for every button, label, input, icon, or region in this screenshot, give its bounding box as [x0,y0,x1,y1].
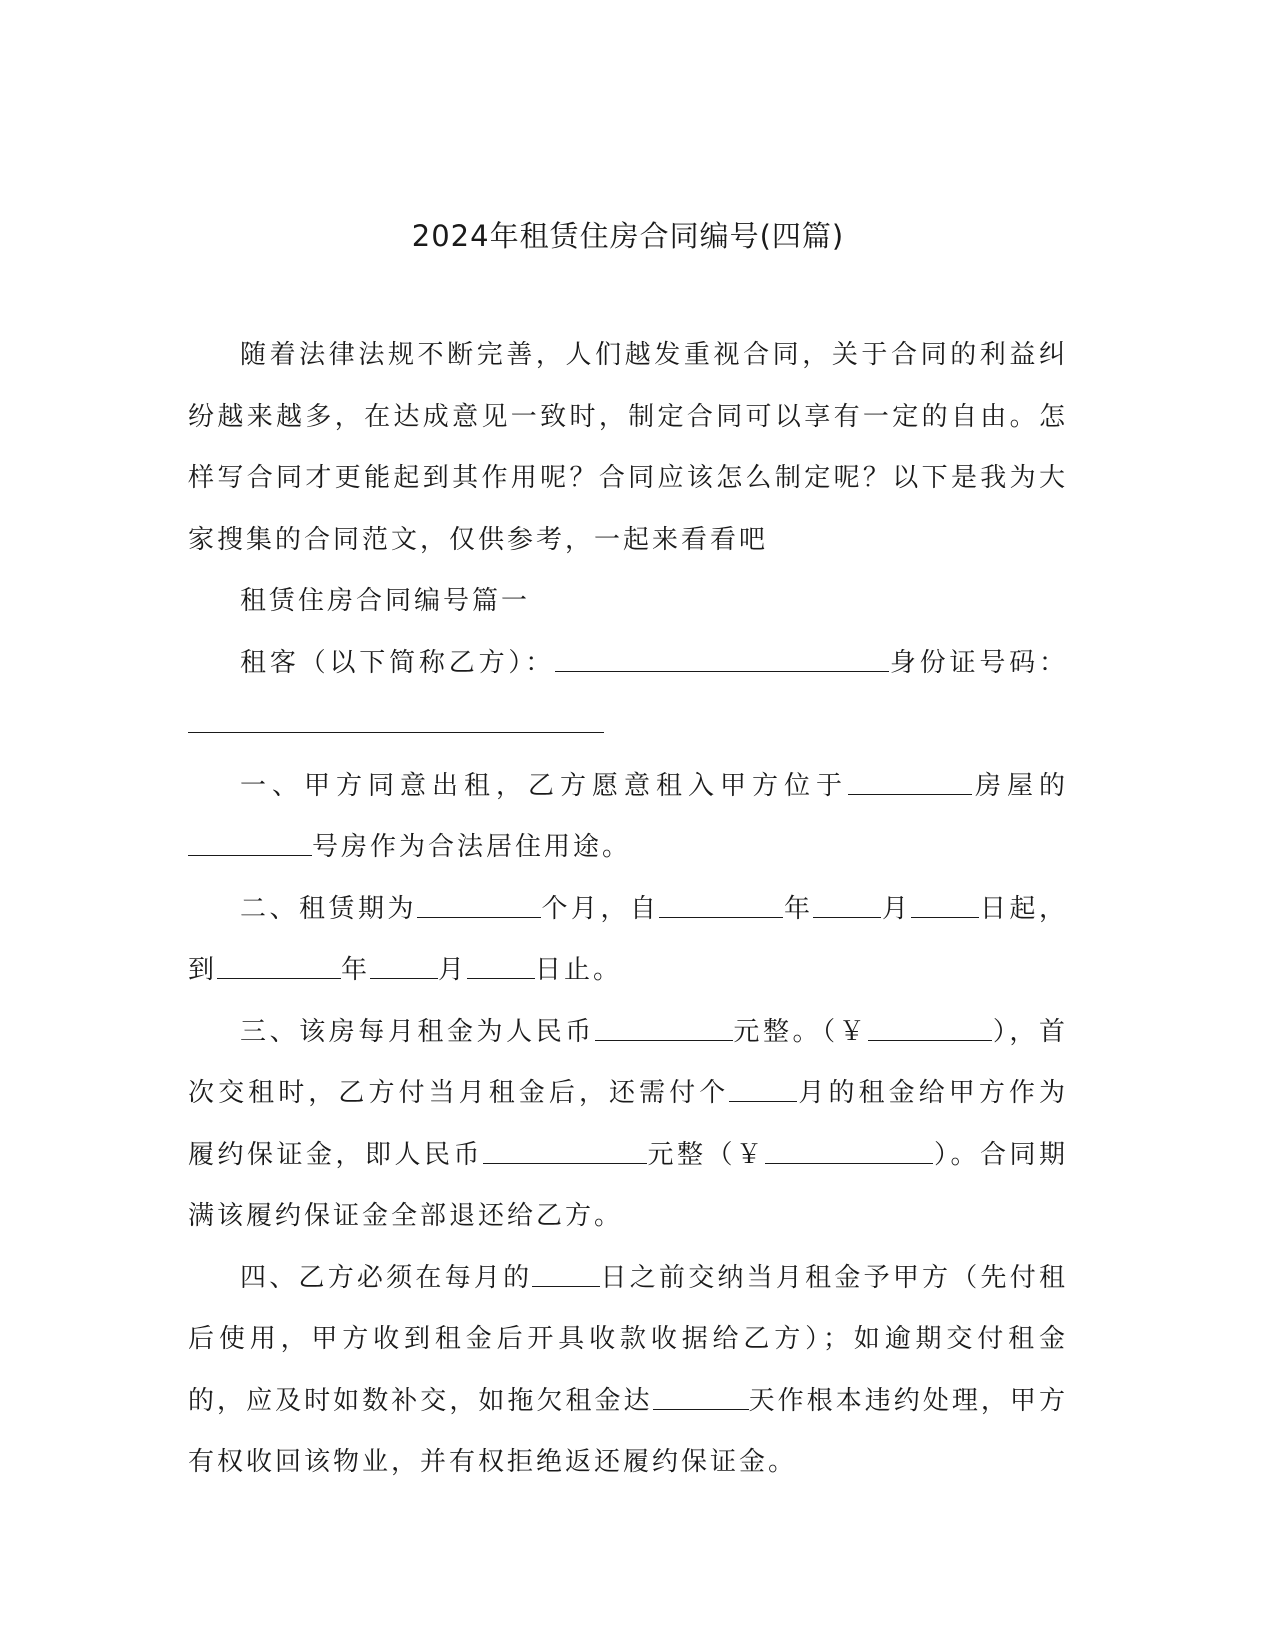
id-number-blank [188,706,604,733]
clause-2-text-a: 二、租赁期为 [240,893,417,924]
document-body [188,325,1068,1494]
clause-2-text-f: 年 [341,955,371,985]
location-blank [848,768,972,795]
start-month-blank [813,891,881,918]
clause-2-text-h: 日止。 [535,955,623,985]
end-month-blank [370,952,438,979]
tenant-paragraph [188,633,1068,756]
clause-4 [188,1248,1068,1494]
intro-paragraph: 随着法律法规不断完善，人们越发重视合同，关于合同的利益纠纷越来越多，在达成意见一致时，制定合同可以享有一定的自由。怎样写合同才更能起到其作用呢？合同应该怎么制定呢？以下是我为大家搜集的合同范文，仅供参考，一起来看看吧 [188,340,1068,555]
payment-day-blank [532,1260,600,1287]
document-title: 2024年租赁住房合同编号(四篇) [411,219,845,253]
clause-3-text-d: 月的租金给甲方作为履约保证金，即人民币 [188,1078,1068,1170]
clause-1-text-a: 一、甲方同意出租，乙方愿意租入甲方位于 [240,770,848,801]
clause-1-text-b: 房屋的 [971,770,1068,801]
clause-3-text-f: ）。合同期满该履约保证金全部退还给乙方。 [188,1139,1068,1231]
room-number-blank [188,829,312,856]
clause-4-text-c: 天作根本违约处理，甲方有权收回该物业，并有权拒绝返还履约保证金。 [188,1385,1068,1477]
monthly-rent-amount-blank [868,1014,992,1041]
clause-3-text-c: ），首次交租时，乙方付当月租金后，还需付个 [188,1016,1068,1108]
clause-1 [188,756,1068,879]
tenant-name-blank [555,645,889,672]
clause-2-text-c: 年 [783,893,814,924]
end-day-blank [467,952,535,979]
monthly-rent-blank [595,1014,733,1041]
start-year-blank [659,891,783,918]
end-year-blank [217,952,341,979]
clause-2-text-e: 日起，到 [188,893,1068,985]
clause-1-text-c: 号房作为合法居住用途。 [312,832,632,862]
clause-3 [188,1002,1068,1248]
overdue-days-blank [653,1383,749,1410]
deposit-rmb-blank [483,1137,647,1164]
clause-2-text-g: 月 [438,955,468,985]
document-page [188,0,1068,1650]
section-heading: 租赁住房合同编号篇一 [240,586,531,616]
clause-2-text-d: 月 [881,893,912,924]
id-colon: ： [1038,647,1068,678]
tenant-label: 租客（以下简称乙方）： [240,647,556,678]
deposit-amount-blank [765,1137,933,1164]
clause-4-text-a: 四、乙方必须在每月的 [240,1262,533,1293]
clause-3-text-e: 元整（￥ [646,1139,766,1170]
start-day-blank [911,891,979,918]
lease-months-blank [417,891,541,918]
deposit-months-blank [729,1075,797,1102]
clause-2-text-b: 个月，自 [540,893,660,924]
clause-3-text-a: 三、该房每月租金为人民币 [240,1016,595,1047]
clause-3-text-b: 元整。（￥ [732,1016,869,1047]
clause-2 [188,879,1068,1002]
clause-4-text-b: 日之前交纳当月租金予甲方（先付租后使用，甲方收到租金后开具收款收据给乙方）；如逾期交付租金的，应及时如数补交，如拖欠租金达 [188,1262,1068,1416]
id-number-label: 身份证号码 [889,647,1039,678]
